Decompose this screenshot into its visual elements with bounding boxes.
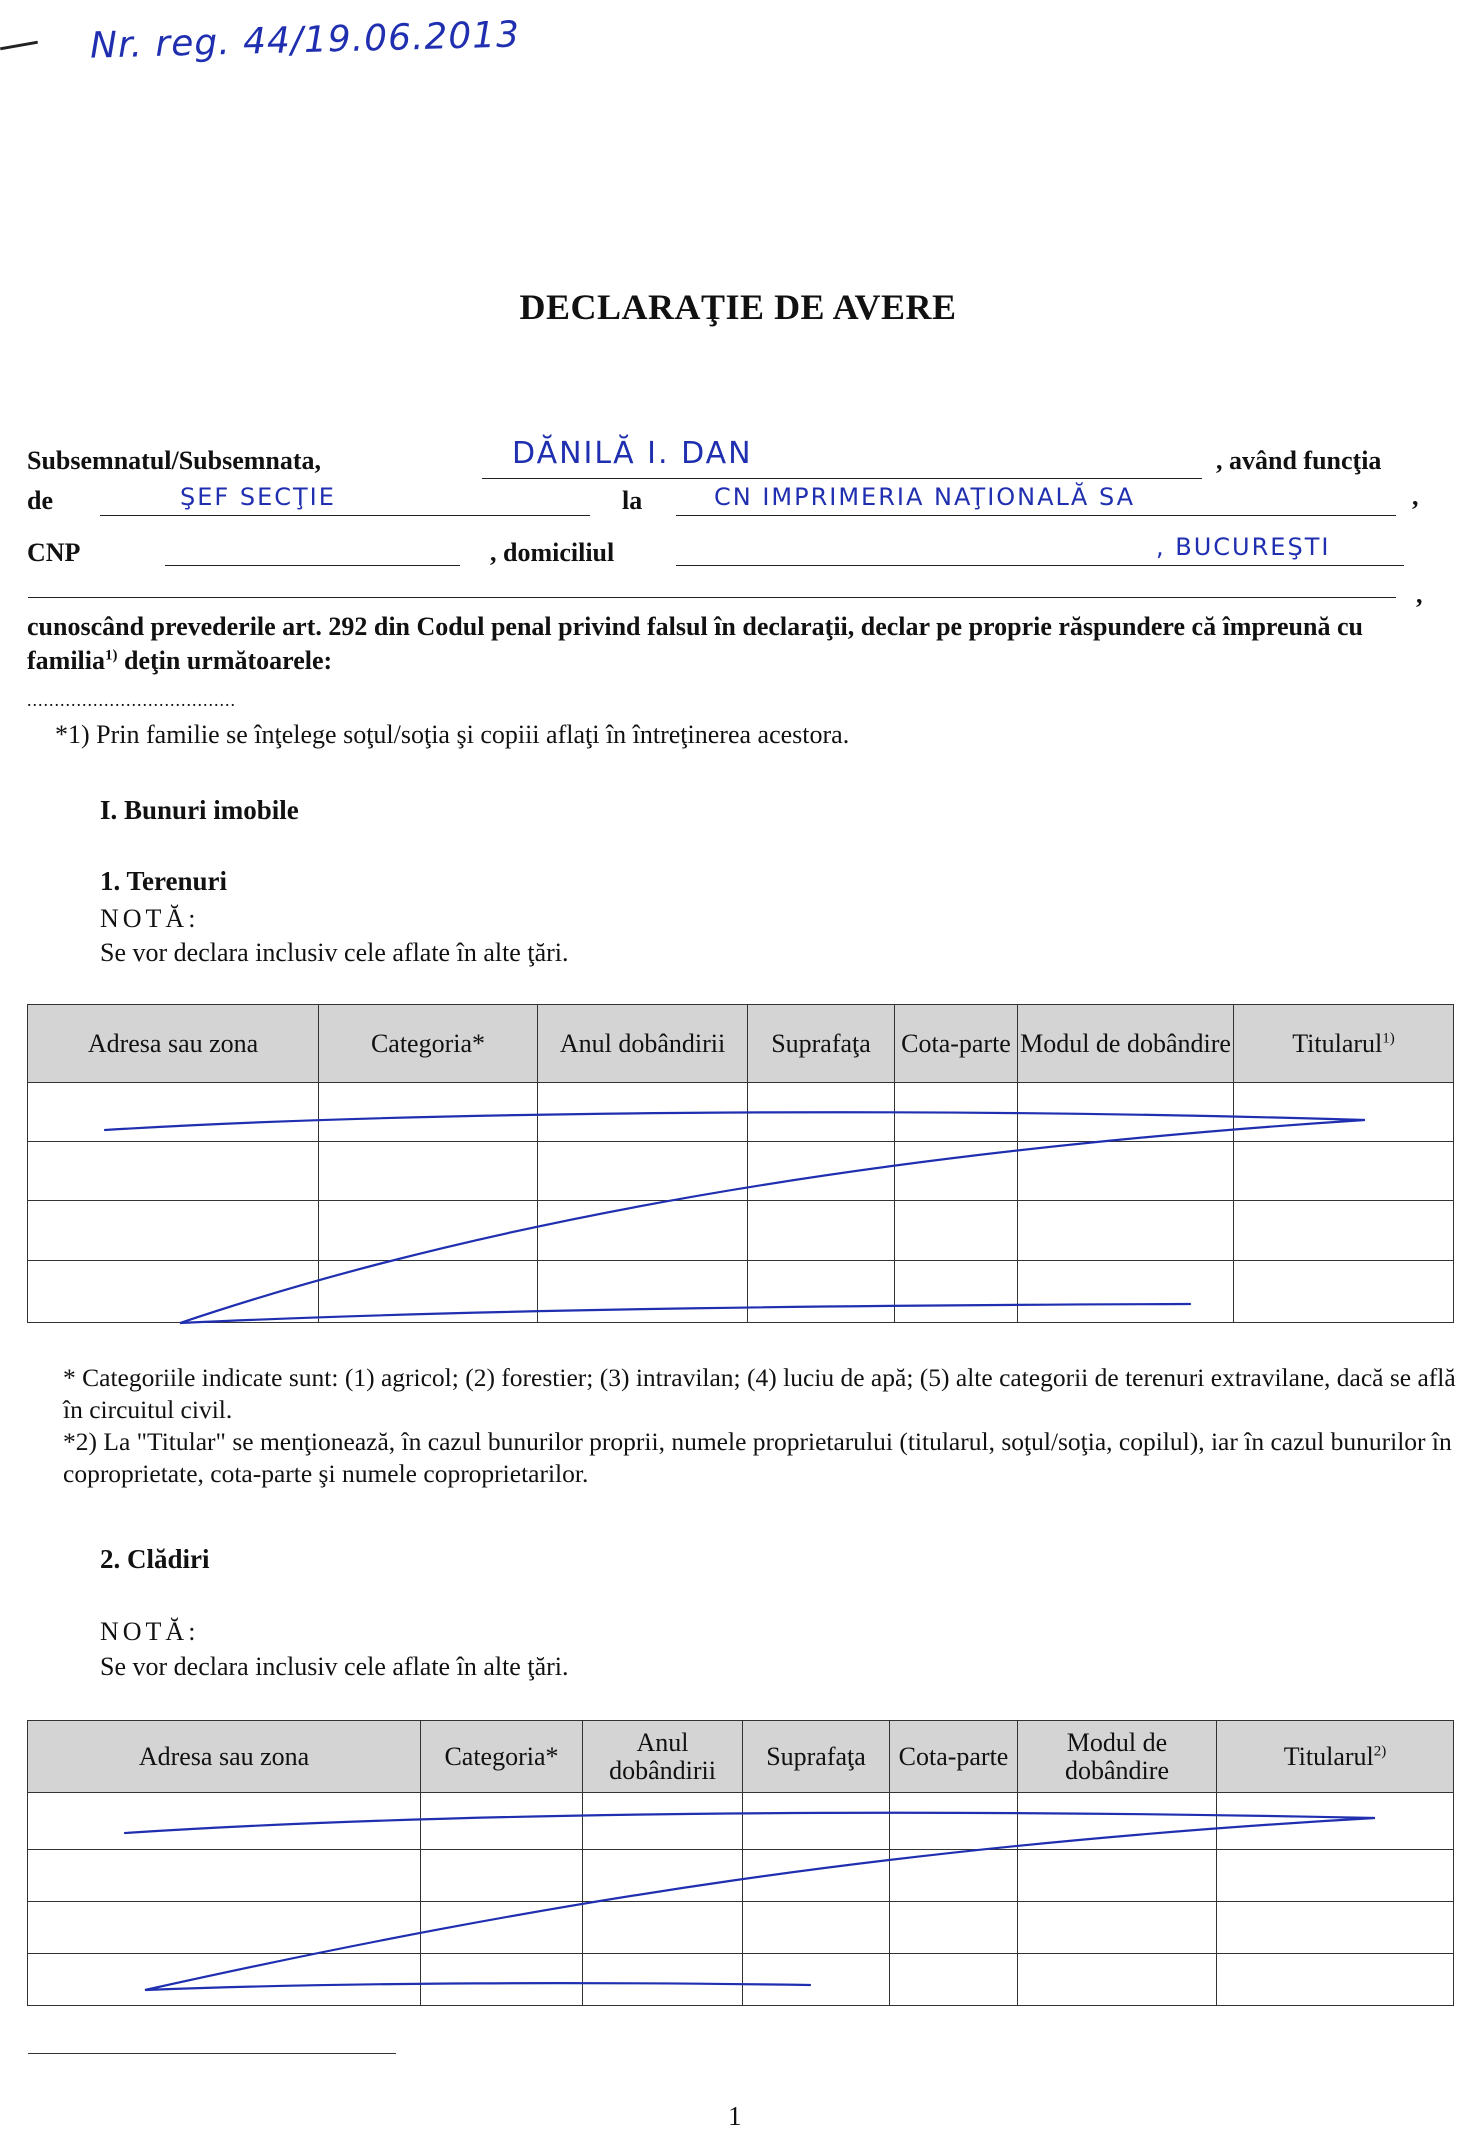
registration-note: Nr. reg. 44/19.06.2013 (89, 14, 521, 67)
subsemnatul-label: Subsemnatul/Subsemnata, (27, 446, 322, 475)
avand-functia-label: , având funcţia (1216, 446, 1382, 475)
family-footnote: *1) Prin familie se înţelege soţul/soţia şi copiii aflaţi în întreţinerea acestora. (55, 720, 850, 749)
col-modul: Modul de dobândire (1018, 1721, 1217, 1793)
col-anul: Anul dobândirii (583, 1721, 743, 1793)
section-heading-bunuri-imobile: I. Bunuri imobile (100, 795, 299, 825)
domicile-value: , BUCUREŞTI (1156, 533, 1331, 561)
col-anul: Anul dobândirii (538, 1005, 748, 1083)
nota-label-cladiri: NOTĂ: (100, 1617, 200, 1646)
document-title: DECLARAŢIE DE AVERE (519, 287, 957, 327)
nota-label-terenuri: NOTĂ: (100, 904, 200, 933)
de-label: de (27, 486, 53, 515)
domiciliul-label: , domiciliul (490, 538, 615, 567)
col-titular-label: Titularul (1283, 1741, 1374, 1771)
col-cota: Cota-parte (895, 1005, 1018, 1083)
declaration-sup: 1) (105, 647, 118, 664)
col-adresa: Adresa sau zona (28, 1721, 421, 1793)
titular-note: *2) La "Titular" se menţionează, în cazul bunurilor proprii, numele proprietarului (titularul, soţul/soţia, copilul), iar în cazul bunurilor în coproprietate, cota-parte şi numele coproprietarilor. (63, 1427, 1452, 1488)
col-modul: Modul de dobândire (1018, 1005, 1234, 1083)
nota-text-cladiri: Se vor declara inclusiv cele aflate în alte ţări. (100, 1652, 569, 1681)
nota-text-terenuri: Se vor declara inclusiv cele aflate în alte ţări. (100, 938, 569, 967)
declaration-text-a: cunoscând prevederile art. 292 din Codul penal privind falsul în declaraţii, declar pe proprie răspundere că împreună cu familia (27, 612, 1363, 675)
col-suprafata: Suprafaţa (743, 1721, 890, 1793)
cladiri-z-scribble (125, 1813, 1375, 1990)
name-value: DĂNILĂ I. DAN (512, 436, 753, 471)
footnote-dots: ...................................... (27, 690, 236, 710)
col-categoria: Categoria* (319, 1005, 538, 1083)
comma: , (1412, 482, 1419, 511)
terenuri-z-scribble (105, 1112, 1365, 1323)
col-suprafata: Suprafaţa (748, 1005, 895, 1083)
declaration-text-b: deţin următoarele: (117, 646, 333, 675)
employer-value: CN IMPRIMERIA NAŢIONALĂ SA (714, 483, 1136, 511)
subsection-heading-cladiri: 2. Clădiri (100, 1544, 210, 1574)
cnp-label: CNP (27, 538, 81, 567)
col-titular-label: Titularul (1292, 1028, 1383, 1058)
page-number: 1 (728, 2101, 742, 2131)
function-value: ŞEF SECŢIE (180, 483, 336, 511)
subsection-heading-terenuri: 1. Terenuri (100, 866, 228, 896)
la-label: la (622, 486, 643, 515)
col-cota: Cota-parte (890, 1721, 1018, 1793)
col-titular-sup: 1) (1382, 1029, 1395, 1046)
col-adresa: Adresa sau zona (28, 1005, 319, 1083)
comma-2: , (1416, 580, 1423, 609)
categories-note: * Categoriile indicate sunt: (1) agricol; (2) forestier; (3) intravilan; (4) luciu de apă; (5) alte categorii de terenuri extravilane, dacă se află în circuitul civil. (63, 1363, 1456, 1424)
col-titular-sup: 2) (1373, 1742, 1387, 1759)
col-categoria: Categoria* (421, 1721, 583, 1793)
bottom-rule (28, 2053, 396, 2054)
